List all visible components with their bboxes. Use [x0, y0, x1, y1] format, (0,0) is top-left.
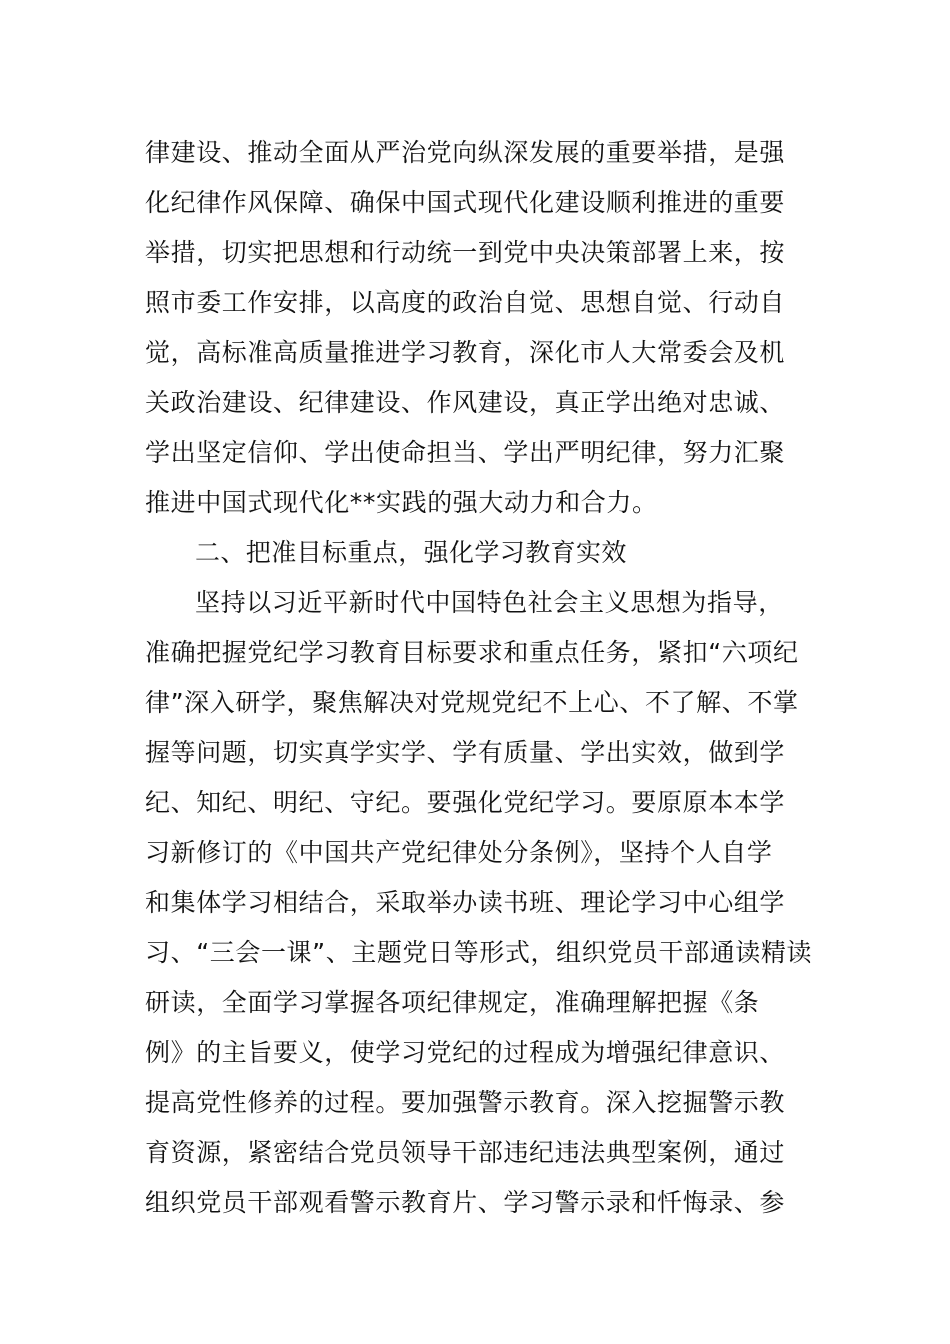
body-line: 推进中国式现代化**实践的强大动力和合力。: [145, 488, 658, 517]
body-line: 学出坚定信仰、学出使命担当、学出严明纪律，努力汇聚: [145, 438, 786, 467]
body-line: 研读，全面学习掌握各项纪律规定，准确理解把握《条: [145, 988, 760, 1017]
body-line: 组织党员干部观看警示教育片、学习警示录和忏悔录、参: [145, 1188, 786, 1217]
body-line: 举措，切实把思想和行动统一到党中央决策部署上来，按: [145, 238, 786, 267]
body-line: 准确把握党纪学习教育目标要求和重点任务，紧扣“六项纪: [145, 638, 799, 667]
body-line: 习、“三会一课”、主题党日等形式，组织党员干部通读精读: [145, 938, 813, 967]
section-heading: 二、把准目标重点，强化学习教育实效: [195, 538, 627, 567]
body-line: 关政治建设、纪律建设、作风建设，真正学出绝对忠诚、: [145, 388, 786, 417]
body-line: 握等问题，切实真学实学、学有质量、学出实效，做到学: [145, 738, 786, 767]
body-line: 化纪律作风保障、确保中国式现代化建设顺利推进的重要: [145, 188, 786, 217]
body-line: 提高党性修养的过程。要加强警示教育。深入挖掘警示教: [145, 1088, 786, 1117]
body-line: 律建设、推动全面从严治党向纵深发展的重要举措，是强: [145, 138, 786, 167]
body-line: 纪、知纪、明纪、守纪。要强化党纪学习。要原原本本学: [145, 788, 786, 817]
body-line: 育资源，紧密结合党员领导干部违纪违法典型案例，通过: [145, 1138, 786, 1167]
body-line: 律”深入研学，聚焦解决对党规党纪不上心、不了解、不掌: [145, 688, 799, 717]
body-line: 习新修订的《中国共产党纪律处分条例》，坚持个人自学: [145, 838, 773, 867]
body-line: 和集体学习相结合，采取举办读书班、理论学习中心组学: [145, 888, 786, 917]
body-line: 照市委工作安排，以高度的政治自觉、思想自觉、行动自: [145, 288, 786, 317]
document-body: [145, 128, 815, 1228]
body-line: 觉，高标准高质量推进学习教育，深化市人大常委会及机: [145, 338, 786, 367]
paragraph-first-line: 坚持以习近平新时代中国特色社会主义思想为指导，: [195, 588, 784, 617]
body-line: 例》的主旨要义，使学习党纪的过程成为增强纪律意识、: [145, 1038, 786, 1067]
